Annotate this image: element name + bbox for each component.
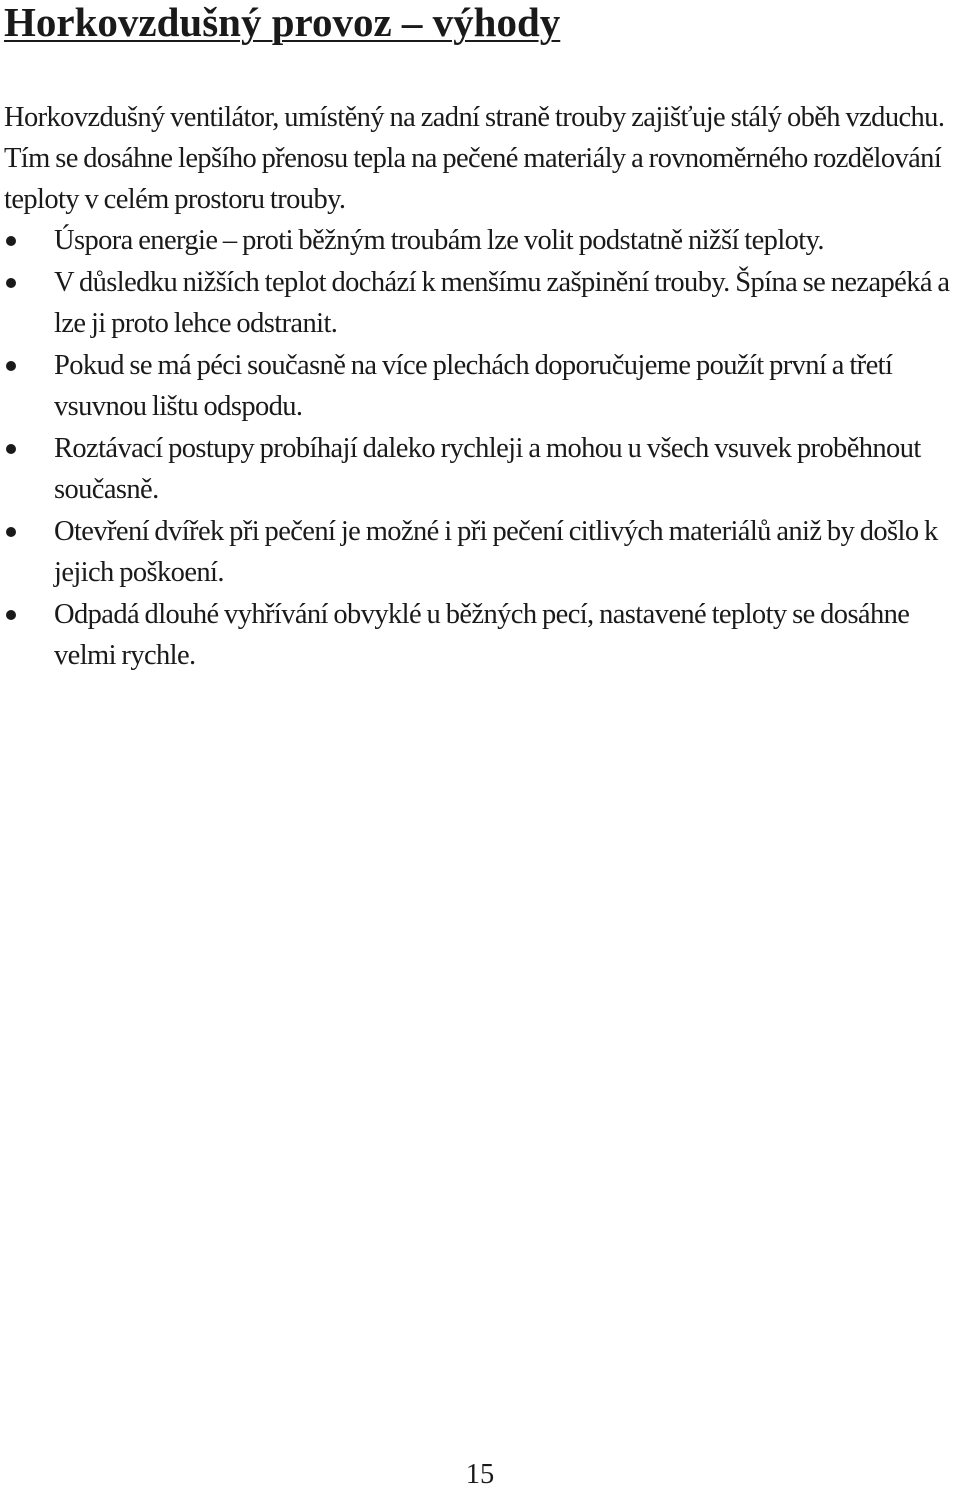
list-item — [0, 262, 960, 344]
bullet-icon — [6, 236, 16, 246]
list-item-text: Odpadá dlouhé vyhřívání obvyklé u běžných pecí, nastavené teploty se dosáhne velmi rychle. — [54, 599, 910, 671]
list-item — [0, 594, 960, 676]
page-number: 15 — [465, 1459, 495, 1490]
bullet-icon — [6, 278, 16, 288]
list-item-text: Roztávací postupy probíhají daleko rychleji a mohou u všech vsuvek proběhnout současně. — [54, 433, 921, 505]
list-item — [0, 345, 960, 427]
list-item — [0, 220, 960, 261]
list-item-text: V důsledku nižších teplot dochází k menšímu zašpinění trouby. Špína se nezapéká a lze ji proto lehce odstranit. — [54, 267, 950, 339]
list-item — [0, 511, 960, 593]
advantages-list — [0, 220, 960, 677]
intro-paragraph: Horkovzdušný ventilátor, umístěný na zadní straně trouby zajišťuje stálý oběh vzduchu. Tím se dosáhne lepšího přenosu tepla na pečené materiály a rovnoměrného rozdělování teploty v celém prostoru trouby. — [4, 102, 945, 215]
list-item-text: Otevření dvířek při pečení je možné i při pečení citlivých materiálů aniž by došlo k jejich poškoení. — [54, 516, 938, 588]
bullet-icon — [6, 361, 16, 371]
bullet-icon — [6, 610, 16, 620]
bullet-icon — [6, 527, 16, 537]
list-item — [0, 428, 960, 510]
list-item-text: Úspora energie – proti běžným troubám lze volit podstatně nižší teploty. — [54, 225, 824, 256]
list-item-text: Pokud se má péci současně na více plechách doporučujeme použít první a třetí vsuvnou lištu odspodu. — [54, 350, 893, 422]
page-title: Horkovzdušný provoz – výhody — [4, 0, 561, 45]
bullet-icon — [6, 444, 16, 454]
